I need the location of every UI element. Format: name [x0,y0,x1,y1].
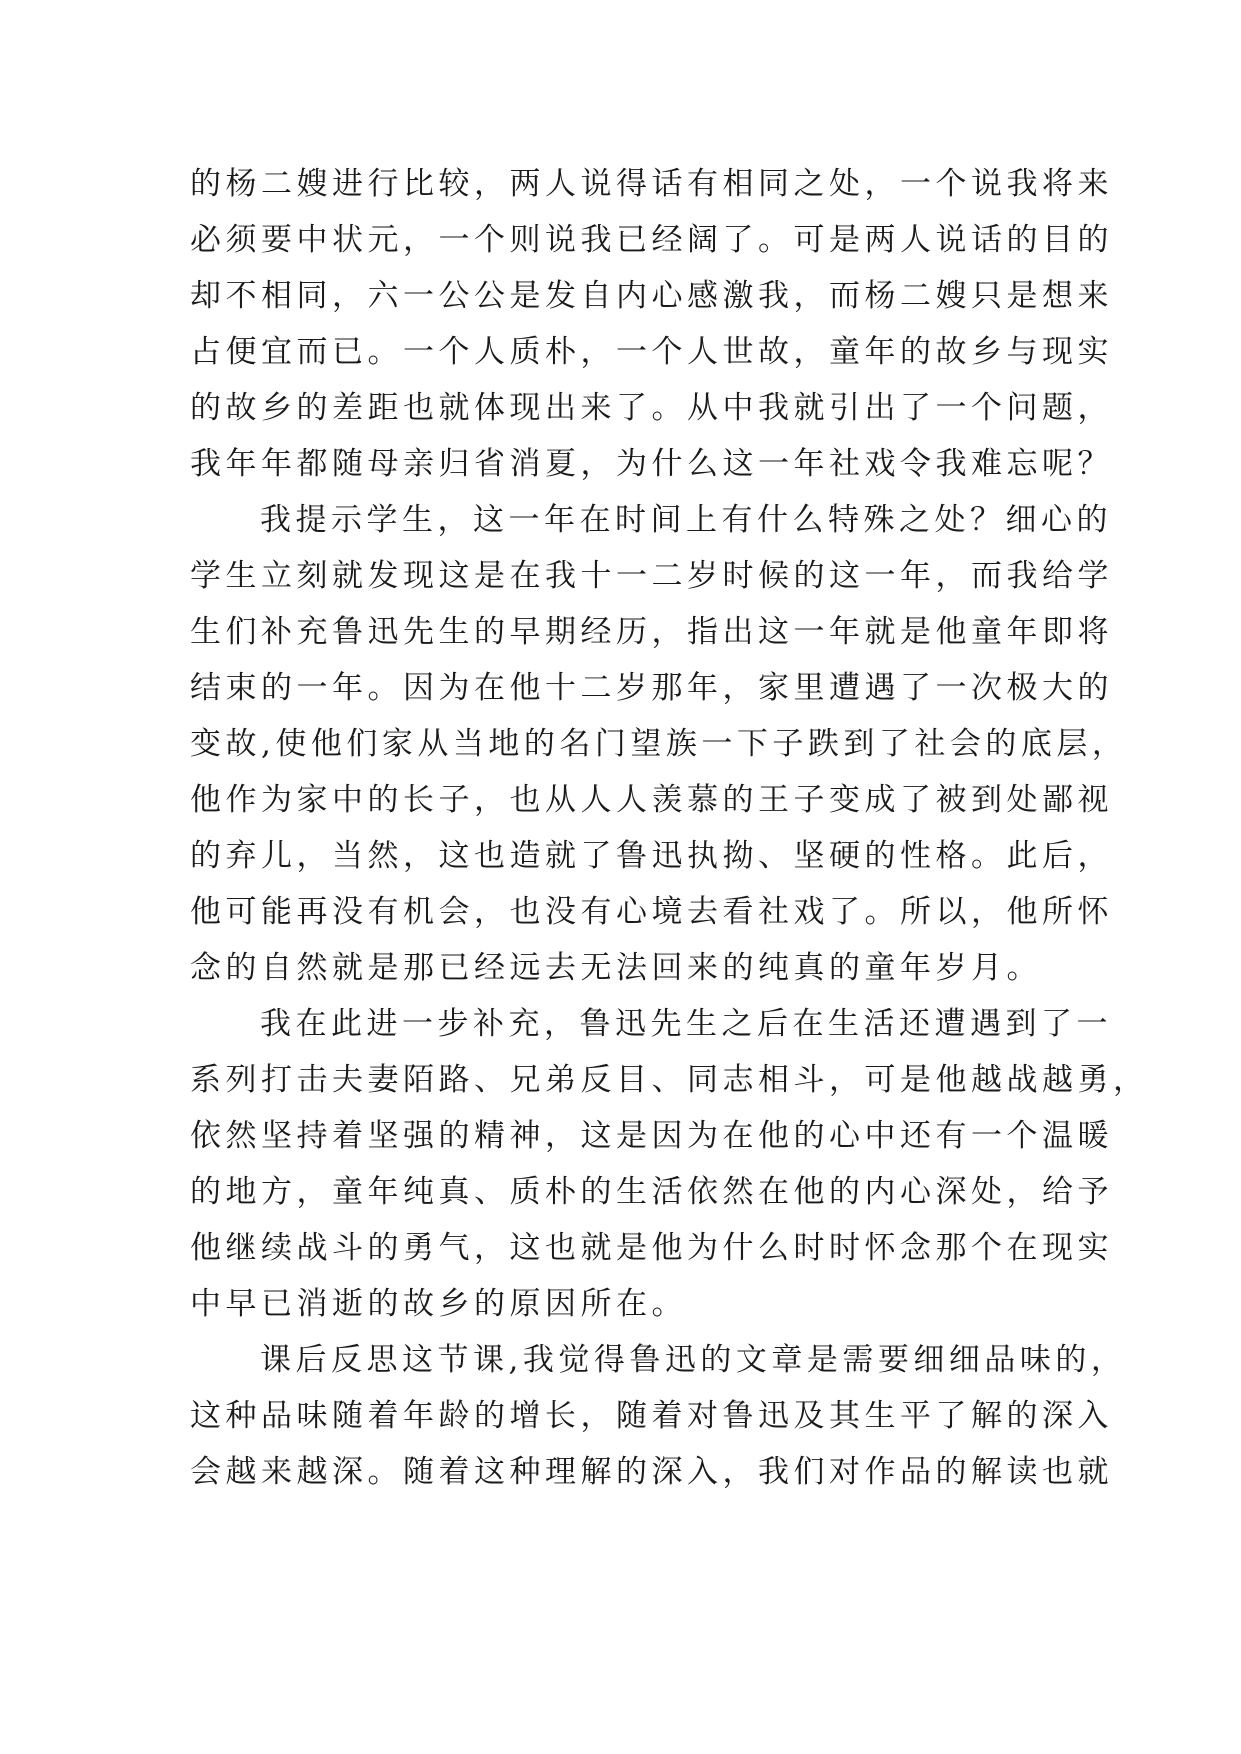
paragraph-start-line: 我提示学生，这一年在时间上有什么特殊之处？细心的 [260,502,1112,538]
text-line: 的故乡的差距也就体现出来了。从中我就引出了一个问题， [190,390,1113,426]
paragraph-start-line: 课后反思这节课,我觉得鲁迅的文章是需要细细品味的， [260,1342,1127,1378]
text-line: 他可能再没有机会，也没有心境去看社戏了。所以，他所怀 [190,894,1113,930]
text-line: 的弃儿，当然，这也造就了鲁迅执拗、坚硬的性格。此后， [190,838,1113,874]
text-line: 学生立刻就发现这是在我十一二岁时候的这一年，而我给学 [190,558,1113,594]
text-line: 他作为家中的长子，也从人人羡慕的王子变成了被到处鄙视 [190,782,1113,818]
text-line: 生们补充鲁迅先生的早期经历，指出这一年就是他童年即将 [190,614,1113,650]
text-line: 变故,使他们家从当地的名门望族一下子跌到了社会的底层， [190,726,1128,762]
text-line: 系列打击夫妻陌路、兄弟反目、同志相斗，可是他越战越勇， [190,1062,1149,1098]
text-line: 的地方，童年纯真、质朴的生活依然在他的内心深处，给予 [190,1174,1113,1210]
text-line: 依然坚持着坚强的精神，这是因为在他的心中还有一个温暖 [190,1118,1113,1154]
text-line: 却不相同，六一公公是发自内心感激我，而杨二嫂只是想来 [190,278,1113,314]
body-text [190,156,1149,1500]
text-line: 中早已消逝的故乡的原因所在。 [190,1286,687,1322]
text-line: 会越来越深。随着这种理解的深入，我们对作品的解读也就 [190,1454,1113,1490]
paragraph-start-line: 我在此进一步补充，鲁迅先生之后在生活还遭遇到了一 [260,1006,1112,1042]
text-line: 他继续战斗的勇气，这也就是他为什么时时怀念那个在现实 [190,1230,1113,1266]
text-line: 结束的一年。因为在他十二岁那年，家里遭遇了一次极大的 [190,670,1113,706]
text-line: 这种品味随着年龄的增长，随着对鲁迅及其生平了解的深入 [190,1398,1113,1434]
text-line: 的杨二嫂进行比较，两人说得话有相同之处，一个说我将来 [190,166,1113,202]
text-line: 必须要中状元，一个则说我已经阔了。可是两人说话的目的 [190,222,1113,258]
text-line: 我年年都随母亲归省消夏，为什么这一年社戏令我难忘呢？ [190,446,1113,482]
text-line: 占便宜而已。一个人质朴，一个人世故，童年的故乡与现实 [190,334,1113,370]
text-line: 念的自然就是那已经远去无法回来的纯真的童年岁月。 [190,950,1042,986]
